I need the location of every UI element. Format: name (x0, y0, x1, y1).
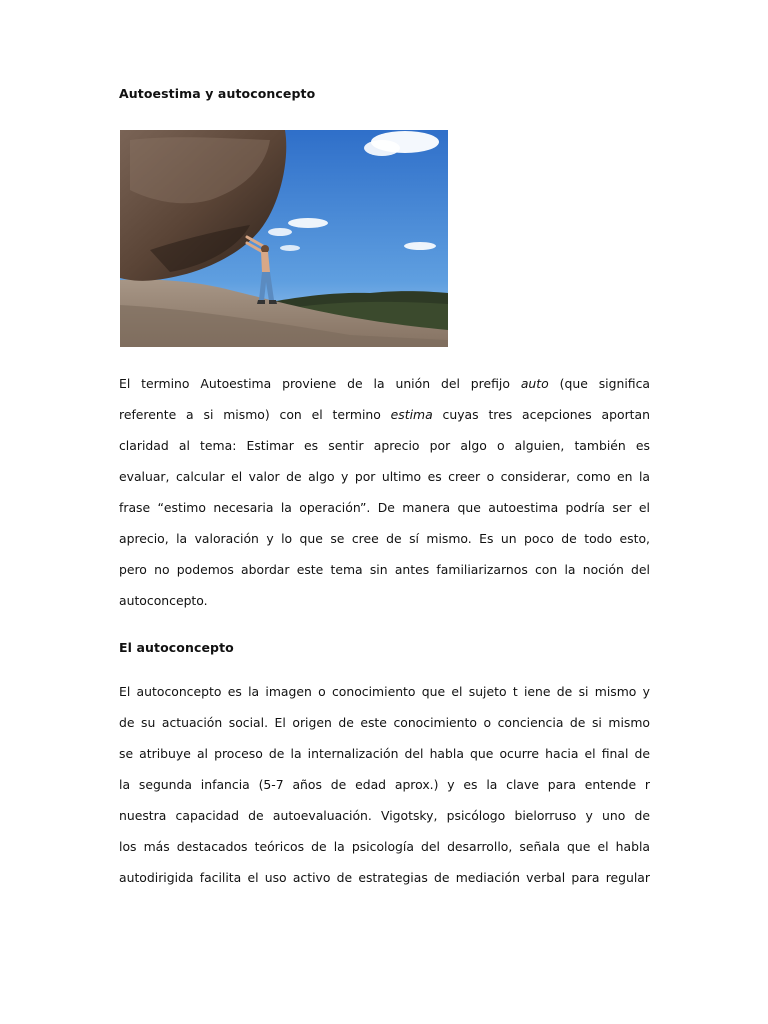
paragraph-line: evaluar, calcular el valor de algo y por ultimo es creer o considerar, como en la (119, 469, 650, 484)
paragraph-line: de su actuación social. El origen de este conocimiento o conciencia de si mismo (119, 715, 650, 730)
paragraph-line: autodirigida facilita el uso activo de estrategias de mediación verbal para regular (119, 870, 650, 885)
paragraph-autoestima (119, 376, 650, 624)
paragraph-autoconcepto (119, 684, 650, 901)
section-heading: El autoconcepto (119, 640, 234, 655)
boulder-photo (120, 130, 448, 347)
paragraph-line: pero no podemos abordar este tema sin antes familiarizarnos con la noción del (119, 562, 650, 577)
paragraph-line: claridad al tema: Estimar es sentir aprecio por algo o alguien, también es (119, 438, 650, 453)
paragraph-line: se atribuye al proceso de la internalización del habla que ocurre hacia el final de (119, 746, 650, 761)
paragraph-line: El termino Autoestima proviene de la unión del prefijo auto (que significa (119, 376, 650, 391)
document-title: Autoestima y autoconcepto (119, 86, 316, 101)
paragraph-line: los más destacados teóricos de la psicología del desarrollo, señala que el habla (119, 839, 650, 854)
paragraph-line: aprecio, la valoración y lo que se cree de sí mismo. Es un poco de todo esto, (119, 531, 650, 546)
paragraph-line: El autoconcepto es la imagen o conocimiento que el sujeto t iene de si mismo y (119, 684, 650, 699)
paragraph-line: nuestra capacidad de autoevaluación. Vigotsky, psicólogo bielorruso y uno de (119, 808, 650, 823)
paragraph-line: la segunda infancia (5-7 años de edad aprox.) y es la clave para entende r (119, 777, 650, 792)
boulder-photo-illustration (120, 130, 448, 347)
paragraph-line: frase “estimo necesaria la operación”. De manera que autoestima podría ser el (119, 500, 650, 515)
paragraph-line: referente a si mismo) con el termino estima cuyas tres acepciones aportan (119, 407, 650, 422)
paragraph-line: autoconcepto. (119, 593, 208, 608)
